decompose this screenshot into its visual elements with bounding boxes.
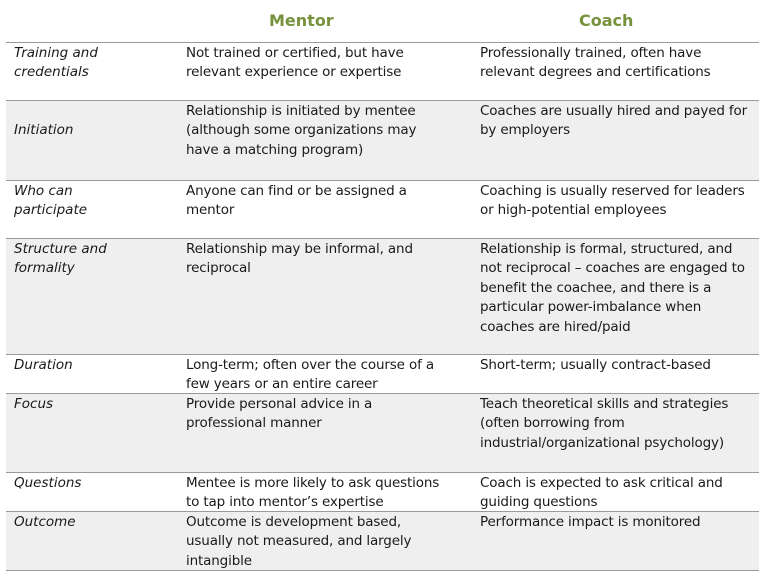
table-row bbox=[6, 355, 759, 394]
table-row bbox=[6, 101, 759, 181]
row-aspect: Training and credentials bbox=[14, 45, 98, 81]
table-header bbox=[6, 0, 759, 43]
row-coach: Short-term; usually contract-based bbox=[480, 357, 711, 373]
row-coach: Coach is expected to ask critical and guiding questions bbox=[480, 475, 723, 511]
row-coach: Coaches are usually hired and payed for by employers bbox=[480, 103, 748, 139]
row-aspect: Focus bbox=[14, 396, 54, 412]
row-aspect: Initiation bbox=[14, 122, 74, 138]
row-mentor: Outcome is development based, usually not measured, and largely intangible bbox=[186, 514, 412, 569]
row-mentor: Long-term; often over the course of a few years or an entire career bbox=[186, 357, 434, 393]
table-row bbox=[6, 473, 759, 512]
row-coach: Coaching is usually reserved for leaders or high-potential employees bbox=[480, 183, 745, 219]
row-aspect: Who can participate bbox=[14, 183, 88, 219]
row-coach: Performance impact is monitored bbox=[480, 514, 701, 530]
row-coach: Relationship is formal, structured, and not reciprocal – coaches are engaged to benefit the coachee, and there is a particular power-imbalance when coaches are hired/paid bbox=[480, 241, 745, 335]
row-coach: Professionally trained, often have relevant degrees and certifications bbox=[480, 45, 711, 81]
table-row bbox=[6, 43, 759, 101]
row-aspect: Duration bbox=[14, 357, 73, 373]
header-coach: Coach bbox=[579, 11, 634, 30]
row-aspect: Structure and formality bbox=[14, 241, 107, 277]
row-mentor: Not trained or certified, but have relevant experience or expertise bbox=[186, 45, 404, 81]
row-aspect: Questions bbox=[14, 475, 82, 491]
row-coach: Teach theoretical skills and strategies (often borrowing from industrial/organizational psychology) bbox=[480, 396, 729, 451]
row-mentor: Relationship may be informal, and reciprocal bbox=[186, 241, 413, 277]
row-mentor: Provide personal advice in a professional manner bbox=[186, 396, 373, 432]
row-mentor: Mentee is more likely to ask questions to tap into mentor’s expertise bbox=[186, 475, 440, 511]
row-mentor: Relationship is initiated by mentee (although some organizations may have a matching program) bbox=[186, 103, 417, 158]
table-row bbox=[6, 181, 759, 239]
header-mentor: Mentor bbox=[269, 11, 334, 30]
comparison-table bbox=[6, 0, 759, 571]
table-row bbox=[6, 394, 759, 473]
row-mentor: Anyone can find or be assigned a mentor bbox=[186, 183, 407, 219]
table-row bbox=[6, 239, 759, 355]
row-aspect: Outcome bbox=[14, 514, 76, 530]
table-row bbox=[6, 512, 759, 571]
